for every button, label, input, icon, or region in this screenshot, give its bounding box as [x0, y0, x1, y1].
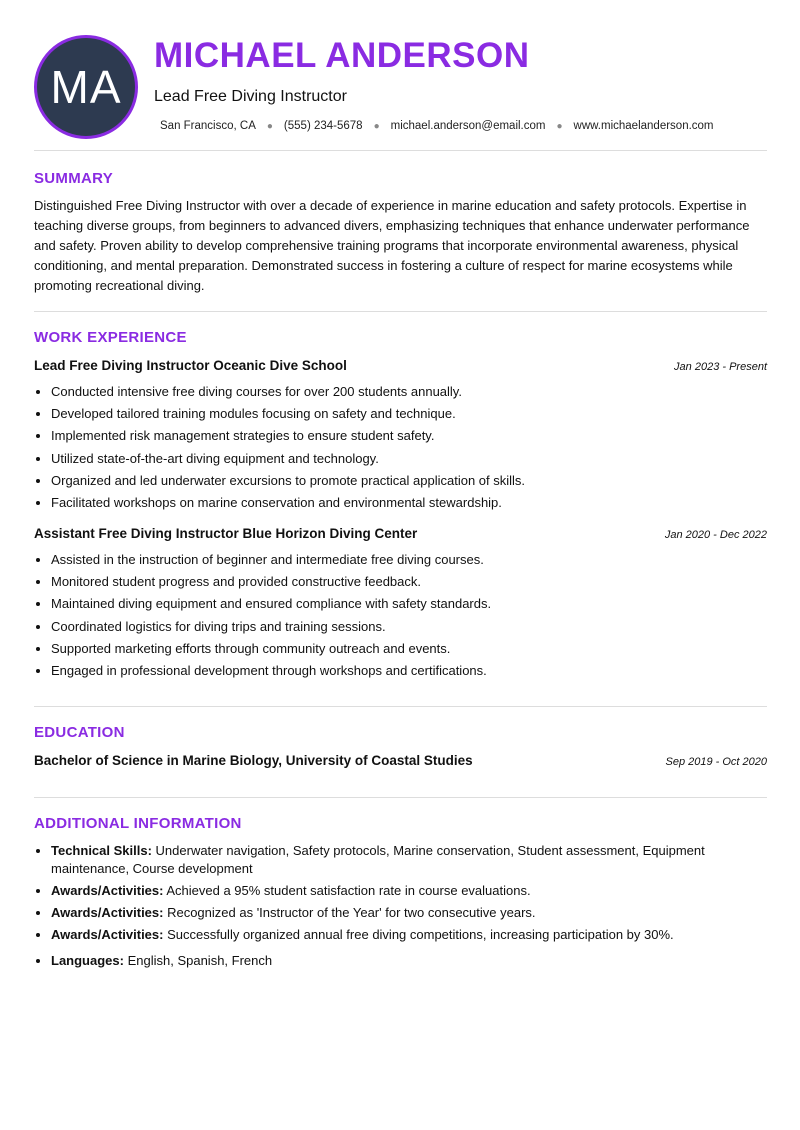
- item-text: Underwater navigation, Safety protocols, Marine conservation, Student assessment, Equipment maintenance, Course development: [51, 843, 705, 876]
- list-item: • Monitored student progress and provided constructive feedback.: [51, 571, 767, 593]
- list-item: • Maintained diving equipment and ensured compliance with safety standards.: [51, 593, 767, 615]
- avatar-initials: MA: [50, 61, 122, 113]
- additional-heading: ADDITIONAL INFORMATION: [34, 815, 242, 832]
- job-role: Lead Free Diving Instructor Oceanic Dive School: [34, 358, 347, 373]
- divider: [34, 150, 767, 151]
- list-item: • Conducted intensive free diving courses for over 200 students annually.: [51, 381, 767, 403]
- list-item: • Engaged in professional development through workshops and certifications.: [51, 660, 767, 682]
- job-dates: Jan 2023 - Present: [674, 361, 767, 373]
- divider: [34, 311, 767, 312]
- divider: [34, 706, 767, 707]
- item-text: Recognized as 'Instructor of the Year' for two consecutive years.: [163, 905, 536, 920]
- list-item: [51, 842, 767, 878]
- job-dates: Jan 2020 - Dec 2022: [664, 529, 767, 541]
- item-label: Awards/Activities:: [51, 905, 164, 920]
- item-label: Technical Skills:: [51, 843, 152, 858]
- list-item: [51, 904, 767, 922]
- item-text: Achieved a 95% student satisfaction rate in course evaluations.: [163, 883, 531, 898]
- list-item: • Utilized state-of-the-art diving equipment and technology.: [51, 448, 767, 470]
- list-item: [51, 952, 767, 970]
- job-bullets: [34, 549, 767, 682]
- separator-dot: ●: [373, 120, 380, 132]
- contact-website: www.michaelanderson.com: [573, 120, 714, 132]
- job-header: [34, 358, 767, 373]
- contact-email: michael.anderson@email.com: [390, 120, 546, 132]
- education-dates: Sep 2019 - Oct 2020: [665, 756, 767, 768]
- contact-line: [160, 120, 714, 132]
- experience-heading: WORK EXPERIENCE: [34, 329, 187, 346]
- education-degree: Bachelor of Science in Marine Biology, University of Coastal Studies: [34, 753, 473, 768]
- summary-heading: SUMMARY: [34, 170, 114, 187]
- education-heading: EDUCATION: [34, 724, 125, 741]
- candidate-name: MICHAEL ANDERSON: [154, 36, 530, 75]
- contact-phone: (555) 234-5678: [283, 120, 363, 132]
- contact-location: San Francisco, CA: [160, 120, 256, 132]
- separator-dot: ●: [556, 120, 563, 132]
- education-entry: [34, 753, 767, 768]
- job-header: [34, 526, 767, 541]
- job-bullets: [34, 381, 767, 514]
- list-item: [51, 926, 767, 944]
- list-item: • Organized and led underwater excursions to promote practical application of skills.: [51, 470, 767, 492]
- list-item: [51, 882, 767, 900]
- item-label: Languages:: [51, 953, 124, 968]
- item-text: Successfully organized annual free diving competitions, increasing participation by 30%.: [163, 927, 674, 942]
- list-item: • Facilitated workshops on marine conservation and environmental stewardship.: [51, 492, 767, 514]
- list-item: • Coordinated logistics for diving trips and training sessions.: [51, 616, 767, 638]
- list-item: • Implemented risk management strategies to ensure student safety.: [51, 425, 767, 447]
- additional-list: [34, 842, 767, 974]
- item-label: Awards/Activities:: [51, 927, 164, 942]
- divider: [34, 797, 767, 798]
- avatar: [34, 35, 138, 139]
- item-text: English, Spanish, French: [123, 953, 273, 968]
- list-item: • Assisted in the instruction of beginner and intermediate free diving courses.: [51, 549, 767, 571]
- job-role: Assistant Free Diving Instructor Blue Horizon Diving Center: [34, 526, 418, 541]
- list-item: • Supported marketing efforts through community outreach and events.: [51, 638, 767, 660]
- separator-dot: ●: [266, 120, 273, 132]
- job-title: Lead Free Diving Instructor: [154, 88, 347, 105]
- item-label: Awards/Activities:: [51, 883, 164, 898]
- list-item: • Developed tailored training modules focusing on safety and technique.: [51, 403, 767, 425]
- summary-text: Distinguished Free Diving Instructor with over a decade of experience in marine education and safety protocols. Expertise in teaching diverse groups, from beginners to advanced divers, emphasizing techniques that enhance underwater performance and safety. Proven ability to develop comprehensive training programs that incorporate environmental awareness, physical conditioning, and mental preparation. Demonstrated success in fostering a culture of respect for marine ecosystems while promoting recreational diving.: [34, 198, 750, 293]
